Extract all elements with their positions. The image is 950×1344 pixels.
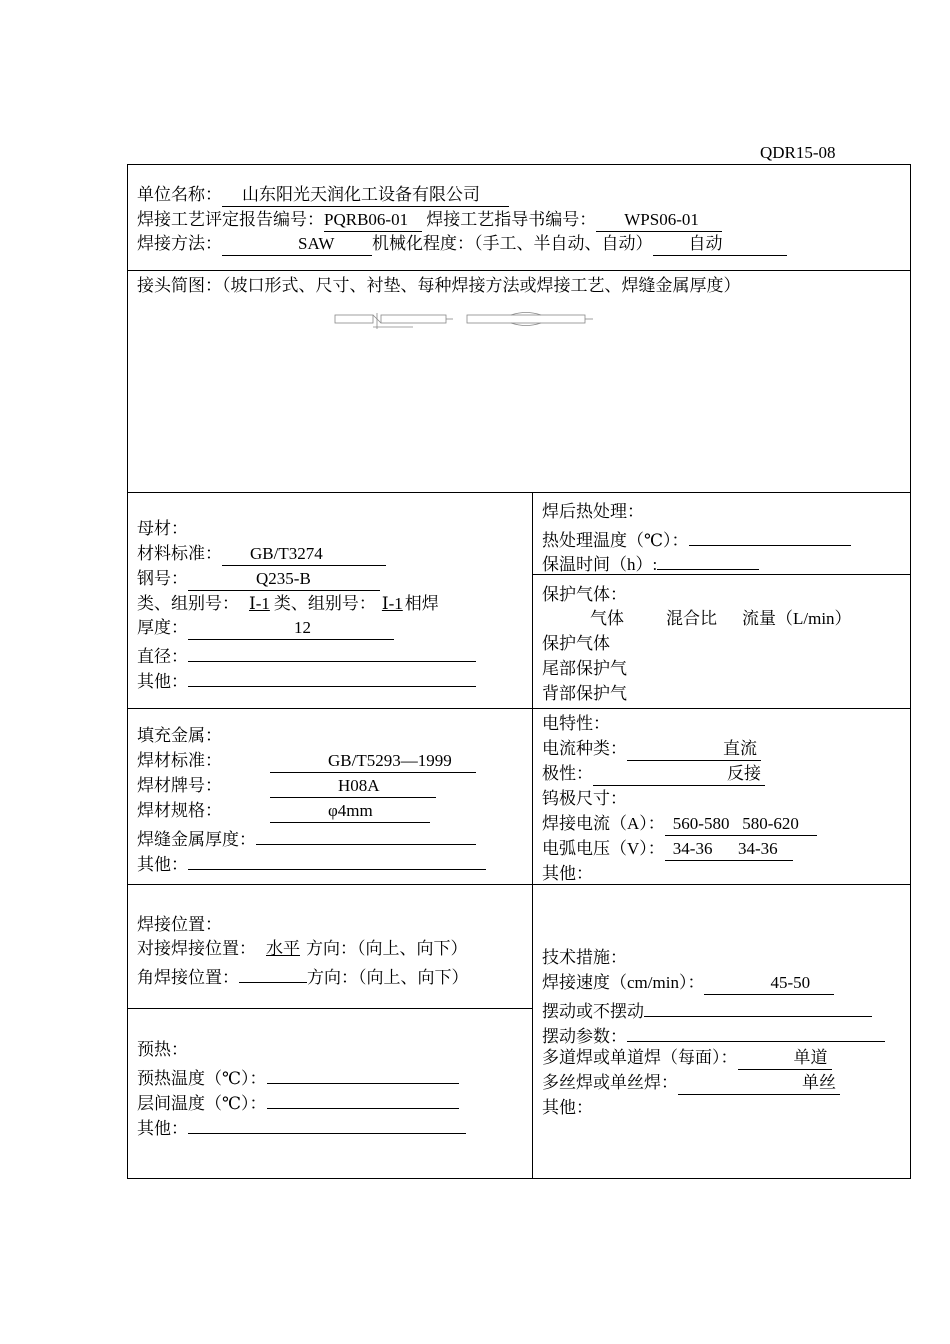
filler-spec-label: 焊材规格： — [137, 801, 222, 820]
filler-other-value — [188, 848, 486, 870]
pwht-title: 焊后热处理： — [542, 502, 644, 521]
butt-value: 水平 — [266, 939, 300, 958]
base-std-label: 材料标准： — [137, 544, 222, 563]
document-code: QDR15-08 — [760, 143, 836, 162]
thickness-row — [137, 615, 394, 640]
voltage-value: 34-36 34-36 — [665, 839, 793, 861]
method-label: 焊接方法： — [137, 234, 222, 253]
class-label: 类、组别号： — [137, 594, 239, 613]
report-row — [137, 207, 722, 232]
butt-row — [137, 936, 468, 961]
polarity-value: 反接 — [593, 764, 765, 786]
wire-value: 单丝 — [678, 1073, 840, 1095]
method-row — [137, 231, 787, 256]
pqr-label: 焊接工艺评定报告编号： — [137, 210, 324, 229]
weave-param-value — [627, 1020, 885, 1042]
filler-spec-row — [137, 798, 222, 823]
filler-brand-label: 焊材牌号： — [137, 776, 222, 795]
filler-std-label: 焊材标准： — [137, 751, 222, 770]
preheat-section — [127, 1008, 533, 1179]
filler-title: 填充金属： — [137, 726, 222, 745]
thickness-label: 厚度： — [137, 618, 188, 637]
filler-spec-value: φ4mm — [270, 801, 430, 823]
technique-section — [532, 884, 911, 1179]
electrical-other-row: 其他： — [542, 864, 593, 883]
unit-row — [137, 182, 509, 207]
base-metal-title: 母材： — [137, 519, 188, 538]
fillet-value — [239, 961, 307, 983]
interpass-value — [267, 1087, 459, 1109]
filler-spec-field — [270, 798, 430, 823]
weave-param-label: 摆动参数： — [542, 1027, 627, 1046]
voltage-label: 电弧电压（V）： — [542, 839, 665, 858]
base-other-row — [137, 665, 476, 694]
preheat-other-label: 其他： — [137, 1119, 188, 1138]
weld-sketch — [467, 313, 593, 326]
pwht-temp-value — [689, 524, 851, 546]
technique-title: 技术措施： — [542, 948, 627, 967]
speed-label: 焊接速度（cm/min）： — [542, 973, 705, 992]
current-row — [542, 811, 817, 836]
base-other-label: 其他： — [137, 672, 188, 691]
filler-brand-row — [137, 773, 222, 798]
filler-brand-value: H08A — [270, 776, 436, 798]
joint-title: 接头简图：（坡口形式、尺寸、衬垫、每种焊接方法或焊接工艺、焊缝金属厚度） — [137, 276, 741, 295]
gas-col-flow: 流量（L/min） — [742, 609, 852, 628]
speed-row — [542, 970, 834, 995]
current-value: 560-580 580-620 — [665, 814, 817, 836]
gas-row-trailing: 尾部保护气 — [542, 659, 627, 678]
header-section — [127, 164, 911, 271]
gas-col-gas: 气体 — [590, 609, 624, 628]
class-row — [137, 591, 439, 616]
gas-col-mix: 混合比 — [666, 609, 717, 628]
method-value: SAW — [222, 234, 372, 256]
tungsten-row: 钨极尺寸： — [542, 789, 627, 808]
gas-row-shield: 保护气体 — [542, 634, 610, 653]
gas-title: 保护气体： — [542, 585, 627, 604]
thickness-value: 12 — [188, 618, 394, 640]
butt-direction: 方向：（向上、向下） — [306, 939, 468, 958]
filler-brand-field — [270, 773, 436, 798]
base-std-value: GB/T3274 — [222, 544, 386, 566]
weld-thick-value — [256, 823, 476, 845]
speed-value: 45-50 — [704, 973, 834, 995]
class-value-2: Ⅰ-1 — [381, 594, 403, 613]
pwht-section — [532, 492, 911, 575]
steel-row — [137, 566, 380, 591]
position-section — [127, 884, 533, 1009]
filler-std-field — [270, 748, 476, 773]
voltage-row — [542, 836, 793, 861]
filler-other-row — [137, 848, 486, 877]
fillet-row — [137, 961, 469, 990]
interpass-label: 层间温度（℃）： — [137, 1094, 267, 1113]
pwht-hold-value — [657, 548, 759, 570]
weave-value — [644, 995, 872, 1017]
steel-value: Q235-B — [188, 569, 380, 591]
wps-label: 焊接工艺指导书编号： — [426, 210, 597, 229]
class-mid-label: 类、组别号： — [273, 594, 376, 613]
unit-value: 山东阳光天润化工设备有限公司 — [222, 185, 509, 207]
position-title: 焊接位置： — [137, 915, 222, 934]
preheat-other-row — [137, 1112, 466, 1141]
current-type-row — [542, 736, 761, 761]
pqr-value: PQRB06-01 — [324, 210, 422, 232]
pwht-temp-label: 热处理温度（℃）： — [542, 531, 689, 550]
preheat-temp-value — [267, 1062, 459, 1084]
polarity-row — [542, 761, 765, 786]
steel-label: 钢号： — [137, 569, 188, 588]
filler-std-value: GB/T5293—1999 — [270, 751, 476, 773]
technique-other-row: 其他： — [542, 1098, 593, 1117]
class-tail: 相焊 — [404, 594, 439, 613]
electrical-section — [532, 708, 911, 885]
class-value: Ⅰ-1 — [249, 594, 270, 613]
groove-sketch — [335, 313, 453, 329]
pwht-hold-label: 保温时间（h）: — [542, 555, 658, 574]
electrical-title: 电特性： — [542, 714, 610, 733]
polarity-label: 极性： — [542, 764, 593, 783]
filler-other-label: 其他： — [137, 855, 188, 874]
pass-row — [542, 1045, 832, 1070]
base-other-value — [188, 665, 476, 687]
gas-section — [532, 574, 911, 709]
joint-sketch — [333, 311, 603, 333]
wire-label: 多丝焊或单丝焊： — [542, 1073, 678, 1092]
preheat-temp-label: 预热温度（℃）： — [137, 1069, 267, 1088]
joint-section — [127, 270, 911, 493]
base-metal-section — [127, 492, 533, 709]
pwht-hold-row — [542, 548, 759, 577]
gas-row-backing: 背部保护气 — [542, 684, 627, 703]
diameter-label: 直径： — [137, 647, 188, 666]
preheat-title: 预热： — [137, 1040, 188, 1059]
pass-value: 单道 — [738, 1048, 832, 1070]
preheat-other-value — [188, 1112, 466, 1134]
mech-label: 机械化程度：（手工、半自动、自动） — [372, 234, 653, 253]
weave-label: 摆动或不摆动 — [542, 1002, 644, 1021]
base-std-row — [137, 541, 386, 566]
current-type-value: 直流 — [627, 739, 761, 761]
mech-value: 自动 — [653, 234, 787, 256]
current-type-label: 电流种类： — [542, 739, 627, 758]
filler-std-row — [137, 748, 222, 773]
fillet-label: 角焊接位置： — [137, 968, 239, 987]
unit-label: 单位名称： — [137, 185, 222, 204]
weld-thick-label: 焊缝金属厚度： — [137, 830, 256, 849]
butt-label: 对接焊接位置： — [137, 939, 256, 958]
current-label: 焊接电流（A）： — [542, 814, 665, 833]
fillet-direction: 方向：（向上、向下） — [307, 968, 469, 987]
pass-label: 多道焊或单道焊（每面）： — [542, 1048, 738, 1067]
wps-value: WPS06-01 — [596, 210, 722, 232]
filler-section — [127, 708, 533, 885]
diameter-value — [188, 640, 476, 662]
wire-row — [542, 1070, 840, 1095]
